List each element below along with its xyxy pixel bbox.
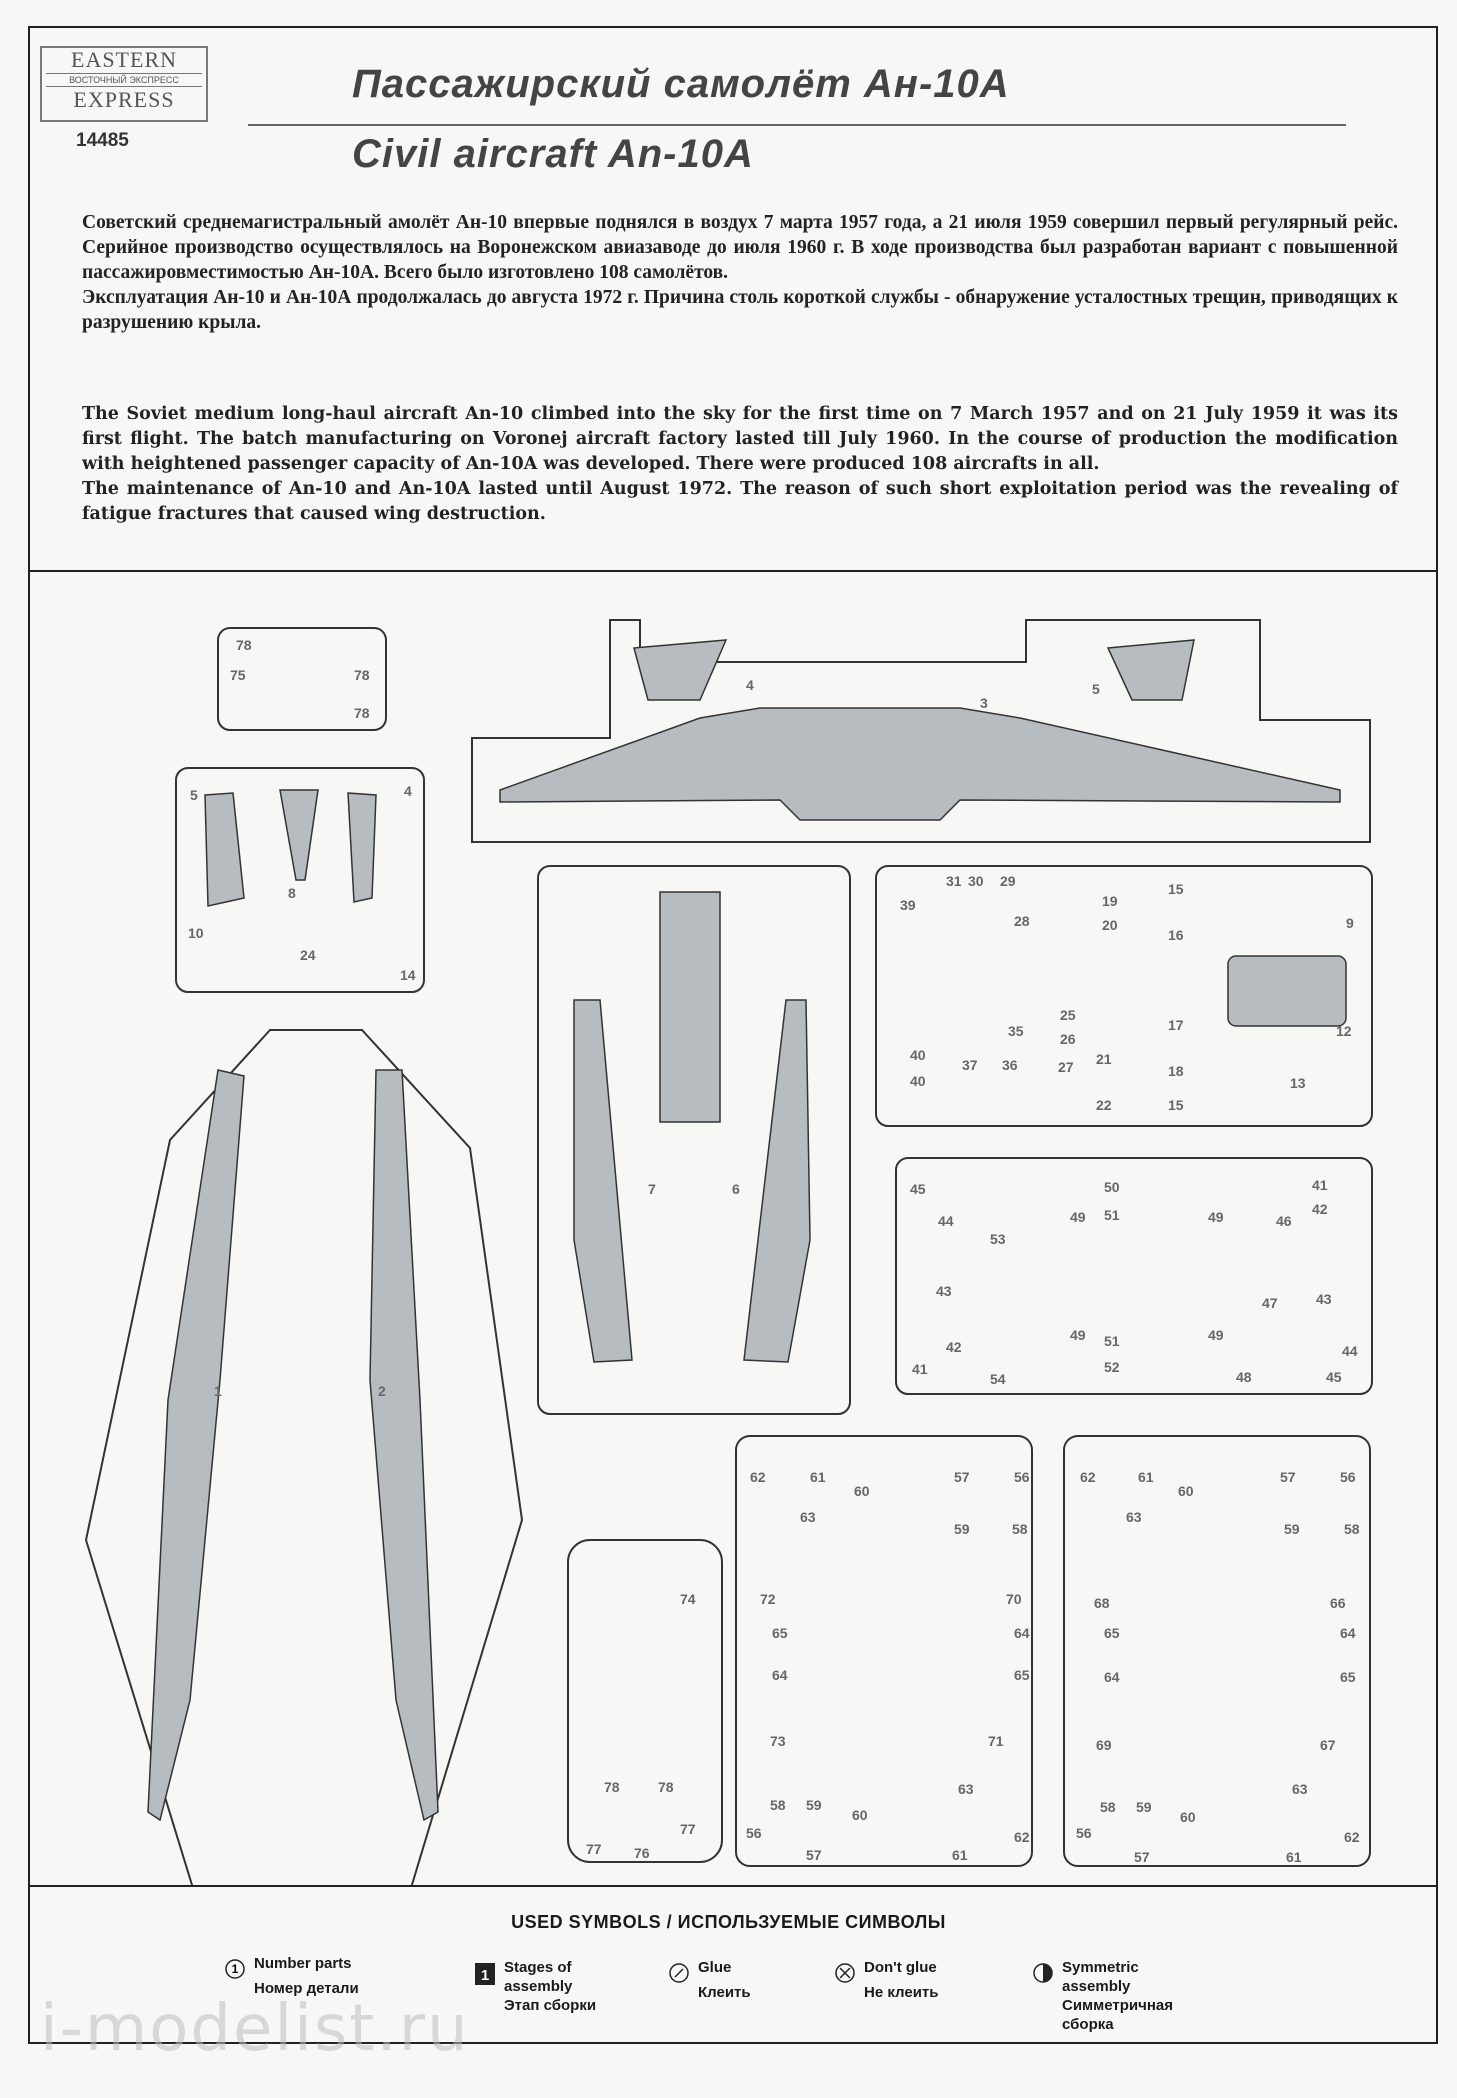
legend-label-en: Glue — [698, 1959, 732, 1976]
svg-text:49: 49 — [1070, 1327, 1086, 1343]
legend-label-en: Stages of assembly — [504, 1959, 573, 1995]
legend-title: USED SYMBOLS / ИСПОЛЬЗУЕМЫЕ СИМВОЛЫ — [511, 1912, 946, 1932]
svg-text:61: 61 — [810, 1469, 826, 1485]
svg-text:49: 49 — [1208, 1327, 1224, 1343]
description-ru-paragraph: Советский среднемагистральный амолёт Ан-10 впервые поднялся в воздух 7 марта 1957 года, а 21 июля 1959 совершил первый регулярный рейс. Серийное производство осуществлялось на Воронежском авиазаводе до июля 1960 г. В ходе производства был разработан вариант с повышенной пассажировместимостью Ан-10А. Всего было изготовлено 108 самолётов. — [82, 212, 1398, 283]
stabilizer-left-part — [205, 793, 244, 906]
svg-text:59: 59 — [1284, 1521, 1300, 1537]
divider-bottom — [28, 1885, 1438, 1887]
svg-text:62: 62 — [1080, 1469, 1096, 1485]
svg-text:60: 60 — [852, 1807, 868, 1823]
svg-text:70: 70 — [1006, 1591, 1022, 1607]
svg-text:57: 57 — [806, 1847, 822, 1863]
svg-text:54: 54 — [990, 1371, 1006, 1387]
svg-text:4: 4 — [746, 677, 754, 693]
svg-text:41: 41 — [1312, 1177, 1328, 1193]
legend-label-en: Symmetric assembly — [1062, 1959, 1139, 1995]
svg-text:56: 56 — [746, 1825, 762, 1841]
svg-text:62: 62 — [750, 1469, 766, 1485]
svg-text:5: 5 — [1092, 681, 1100, 697]
svg-text:58: 58 — [1100, 1799, 1116, 1815]
svg-text:40: 40 — [910, 1073, 926, 1089]
svg-text:10: 10 — [188, 925, 204, 941]
svg-text:78: 78 — [354, 705, 370, 721]
svg-text:48: 48 — [1236, 1369, 1252, 1385]
svg-text:58: 58 — [1012, 1521, 1028, 1537]
svg-text:44: 44 — [938, 1213, 954, 1229]
canopy-sprue-frame — [568, 1540, 722, 1862]
circled-number-icon — [224, 1958, 246, 1980]
title-russian: Пассажирский самолёт Ан-10А — [352, 62, 1010, 106]
svg-text:56: 56 — [1014, 1469, 1030, 1485]
svg-text:65: 65 — [1104, 1625, 1120, 1641]
title-english: Civil aircraft An-10A — [352, 132, 754, 176]
svg-text:61: 61 — [1138, 1469, 1154, 1485]
svg-text:15: 15 — [1168, 881, 1184, 897]
svg-text:58: 58 — [770, 1797, 786, 1813]
svg-text:77: 77 — [586, 1841, 602, 1857]
svg-text:44: 44 — [1342, 1343, 1358, 1359]
svg-text:57: 57 — [1280, 1469, 1296, 1485]
svg-text:65: 65 — [1014, 1667, 1030, 1683]
svg-text:57: 57 — [954, 1469, 970, 1485]
svg-text:62: 62 — [1014, 1829, 1030, 1845]
svg-text:62: 62 — [1344, 1829, 1360, 1845]
svg-text:8: 8 — [288, 885, 296, 901]
svg-text:76: 76 — [634, 1845, 650, 1861]
svg-text:59: 59 — [954, 1521, 970, 1537]
svg-text:64: 64 — [1340, 1625, 1356, 1641]
svg-text:3: 3 — [980, 695, 988, 711]
svg-text:35: 35 — [1008, 1023, 1024, 1039]
sprue-frames — [86, 620, 1372, 1885]
svg-text:24: 24 — [300, 947, 316, 963]
svg-text:1: 1 — [231, 1962, 239, 1976]
symmetric-icon — [1032, 1962, 1054, 1984]
svg-text:60: 60 — [854, 1483, 870, 1499]
svg-text:65: 65 — [772, 1625, 788, 1641]
legend-label-ru: Этап сборки — [504, 1997, 597, 2014]
svg-text:53: 53 — [990, 1231, 1006, 1247]
svg-text:42: 42 — [1312, 1201, 1328, 1217]
svg-text:1: 1 — [214, 1383, 222, 1399]
legend-label-ru: Не клеить — [864, 1984, 939, 2001]
fuselage-half-1-part — [148, 1070, 244, 1820]
brand-line-2: ВОСТОЧНЫЙ ЭКСПРЕСС — [46, 73, 202, 87]
svg-text:42: 42 — [946, 1339, 962, 1355]
svg-text:57: 57 — [1134, 1849, 1150, 1865]
legend-label-ru: Клеить — [698, 1984, 751, 2001]
svg-text:22: 22 — [1096, 1097, 1112, 1113]
svg-text:29: 29 — [1000, 873, 1016, 889]
description-en-paragraph: The maintenance of An-10 and An-10A lasted until August 1972. The reason of such short exploitation period was the revealing of fatigue fractures that caused wing destruction. — [82, 479, 1398, 524]
svg-text:78: 78 — [658, 1779, 674, 1795]
svg-text:43: 43 — [1316, 1291, 1332, 1307]
stabilizer-right-part — [348, 793, 376, 902]
svg-text:65: 65 — [1340, 1669, 1356, 1685]
svg-text:74: 74 — [680, 1591, 696, 1607]
article-number: 14485 — [76, 130, 129, 151]
svg-text:73: 73 — [770, 1733, 786, 1749]
svg-text:26: 26 — [1060, 1031, 1076, 1047]
svg-text:45: 45 — [1326, 1369, 1342, 1385]
svg-text:5: 5 — [190, 787, 198, 803]
svg-text:68: 68 — [1094, 1595, 1110, 1611]
svg-text:17: 17 — [1168, 1017, 1184, 1033]
svg-text:64: 64 — [772, 1667, 788, 1683]
svg-text:58: 58 — [1344, 1521, 1360, 1537]
svg-text:25: 25 — [1060, 1007, 1076, 1023]
wing-part — [500, 708, 1340, 820]
brand-line-1: EASTERN — [71, 47, 177, 72]
nacelle-right-part — [744, 1000, 810, 1362]
part-12 — [1228, 956, 1346, 1026]
svg-text:36: 36 — [1002, 1057, 1018, 1073]
svg-text:18: 18 — [1168, 1063, 1184, 1079]
svg-text:63: 63 — [1126, 1509, 1142, 1525]
svg-text:63: 63 — [1292, 1781, 1308, 1797]
svg-text:60: 60 — [1178, 1483, 1194, 1499]
svg-text:37: 37 — [962, 1057, 978, 1073]
brand-line-3: EXPRESS — [73, 87, 175, 112]
svg-text:71: 71 — [988, 1733, 1004, 1749]
glue-icon — [668, 1962, 690, 1984]
svg-text:28: 28 — [1014, 913, 1030, 929]
svg-text:43: 43 — [936, 1283, 952, 1299]
svg-text:72: 72 — [760, 1591, 776, 1607]
svg-text:66: 66 — [1330, 1595, 1346, 1611]
svg-text:41: 41 — [912, 1361, 928, 1377]
svg-text:14: 14 — [400, 967, 416, 983]
svg-text:56: 56 — [1076, 1825, 1092, 1841]
svg-text:20: 20 — [1102, 917, 1118, 933]
svg-text:21: 21 — [1096, 1051, 1112, 1067]
svg-text:39: 39 — [900, 897, 916, 913]
nacelle-left-part — [574, 1000, 632, 1362]
svg-text:52: 52 — [1104, 1359, 1120, 1375]
svg-text:78: 78 — [236, 637, 252, 653]
flap-left-part — [634, 640, 726, 700]
watermark: i-modelist.ru — [40, 1992, 470, 2066]
svg-text:9: 9 — [1346, 915, 1354, 931]
svg-text:64: 64 — [1014, 1625, 1030, 1641]
svg-text:40: 40 — [910, 1047, 926, 1063]
description-en-paragraph: The Soviet medium long-haul aircraft An-10 climbed into the sky for the first time on 7 March 1957 and on 21 July 1959 it was its first flight. The batch manufacturing on Voronej aircraft factory lasted till July 1960. In the course of production the modification with heightened passenger capacity of An-10A was developed. There were produced 108 aircrafts in all. — [82, 404, 1398, 474]
svg-text:67: 67 — [1320, 1737, 1336, 1753]
svg-text:61: 61 — [1286, 1849, 1302, 1865]
svg-text:59: 59 — [1136, 1799, 1152, 1815]
svg-text:4: 4 — [404, 783, 412, 799]
no-glue-icon — [834, 1962, 856, 1984]
svg-text:45: 45 — [910, 1181, 926, 1197]
svg-text:16: 16 — [1168, 927, 1184, 943]
fuselage-half-2-part — [370, 1070, 438, 1820]
legend-label-en: Don't glue — [864, 1959, 937, 1976]
svg-text:60: 60 — [1180, 1809, 1196, 1825]
description-ru-paragraph: Эксплуатация Ан-10 и Ан-10А продолжалась до августа 1972 г. Причина столь короткой службы - обнаружение усталостных трещин, приводящих к разрушению крыла. — [82, 287, 1398, 333]
svg-text:27: 27 — [1058, 1059, 1074, 1075]
svg-text:46: 46 — [1276, 1213, 1292, 1229]
svg-text:77: 77 — [680, 1821, 696, 1837]
svg-text:50: 50 — [1104, 1179, 1120, 1195]
svg-text:2: 2 — [378, 1383, 386, 1399]
svg-text:30: 30 — [968, 873, 984, 889]
stage-number-icon — [474, 1962, 496, 1986]
svg-text:13: 13 — [1290, 1075, 1306, 1091]
svg-text:56: 56 — [1340, 1469, 1356, 1485]
svg-text:12: 12 — [1336, 1023, 1352, 1039]
svg-text:64: 64 — [1104, 1669, 1120, 1685]
wheels-sprue-frame — [896, 1158, 1372, 1394]
svg-text:75: 75 — [230, 667, 246, 683]
svg-text:61: 61 — [952, 1847, 968, 1863]
svg-text:51: 51 — [1104, 1207, 1120, 1223]
flap-right-part — [1108, 640, 1194, 700]
legend-label-ru: Симметричная сборка — [1062, 1997, 1173, 2033]
legend-label-en: Number parts — [254, 1955, 352, 1972]
svg-text:59: 59 — [806, 1797, 822, 1813]
fuselage-insert-part — [660, 892, 720, 1122]
fin-part — [280, 790, 318, 880]
svg-text:49: 49 — [1208, 1209, 1224, 1225]
svg-text:31: 31 — [946, 873, 962, 889]
svg-text:47: 47 — [1262, 1295, 1278, 1311]
parts-shapes — [148, 640, 1346, 1820]
svg-text:63: 63 — [958, 1781, 974, 1797]
svg-text:69: 69 — [1096, 1737, 1112, 1753]
legend-label-ru: Номер детали — [254, 1980, 359, 1997]
svg-text:49: 49 — [1070, 1209, 1086, 1225]
svg-text:78: 78 — [354, 667, 370, 683]
svg-text:7: 7 — [648, 1181, 656, 1197]
svg-text:51: 51 — [1104, 1333, 1120, 1349]
svg-text:1: 1 — [480, 1967, 490, 1984]
svg-text:15: 15 — [1168, 1097, 1184, 1113]
svg-text:63: 63 — [800, 1509, 816, 1525]
svg-text:6: 6 — [732, 1181, 740, 1197]
svg-text:19: 19 — [1102, 893, 1118, 909]
svg-text:78: 78 — [604, 1779, 620, 1795]
